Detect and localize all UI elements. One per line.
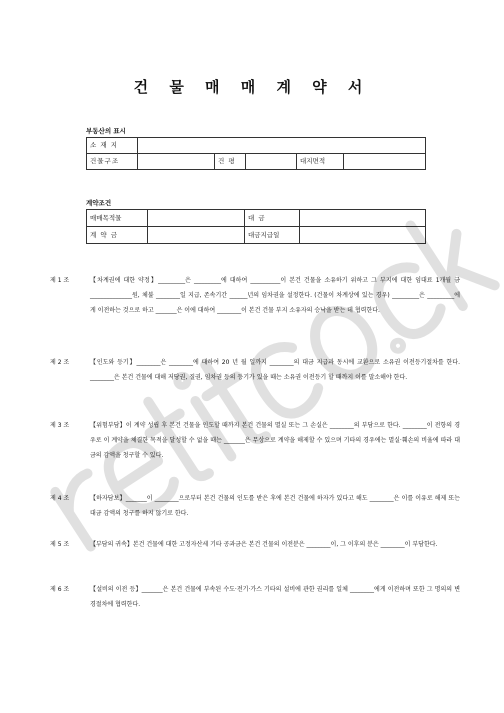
article-number: 제 2 조 — [50, 359, 70, 366]
document-title: 건 물 매 매 계 약 서 — [133, 78, 371, 96]
cell-location-value[interactable] — [138, 138, 426, 154]
article-5 — [50, 537, 460, 552]
article-text: 【부담의 귀속】본건 건물에 대한 고정자산세 기타 공과금은 본건 건물의 이전분은 ________이, 그 이후의 분은 ________이 부담한다. — [90, 541, 438, 548]
article-1 — [50, 273, 460, 318]
cell-structure-value[interactable] — [138, 154, 215, 170]
label-deposit: 계 약 금 — [87, 227, 148, 244]
article-2 — [50, 355, 460, 385]
cell-payment-date-value[interactable] — [300, 227, 426, 244]
cell-deposit-value[interactable] — [148, 227, 245, 244]
label-structure: 건물구조 — [87, 154, 138, 170]
article-number: 제 4 조 — [50, 495, 70, 502]
label-price: 대 금 — [245, 210, 300, 227]
label-floor-area: 건 평 — [215, 154, 246, 170]
article-text: 【차계권에 대한 약정】_________은 _________에 대하여 __________이 본건 건물을 소유하기 위하고 그 부지에 대한 임대료 1개월 금 ______________원, 체불 ________일 지급, 존속기간 ______년의 임차권을 설정한다. (건물이 차계상에 있는 경우) _________은 _________에게 이전하는 것으로 하고 _______은 이에 대하여 ________이 본건 건물 부지 소유자의 승낙을 받는 데 협력한다. — [90, 277, 460, 314]
article-text: 【위험부담】이 계약 성립 후 본건 건물을 인도할 때까지 본건 건물의 멸실 또는 그 손실은 ________의 부담으로 한다. ________이 전항의 경우로 이 계약을 체결한 목적을 달성할 수 없을 때는 _______은 무상으로 계약을 해제할 수 있으며 기타의 경우에는 멸실·훼손의 비율에 따라 대금의 감액을 청구할 수 있다. — [90, 422, 460, 459]
article-text: 【설비의 이전 등】_______은 본건 건물에 부속된 수도·전기·가스 기타의 설비에 관한 권리를 일체 ________에게 이전하며 또한 그 명의의 변경절차에 협력한다. — [90, 586, 460, 608]
label-payment-date: 대금지급일 — [245, 227, 300, 244]
property-table — [86, 137, 426, 170]
cell-land-area-value[interactable] — [344, 154, 426, 170]
label-sale-object: 매매목적물 — [87, 210, 148, 227]
terms-table — [86, 209, 426, 244]
label-location: 소 재 지 — [87, 138, 138, 154]
article-text: 【하자담보】_______이 ________으로부터 본건 건물의 인도를 받은 후에 본건 건물에 하자가 있다고 해도 ________은 이를 이유로 해제 또는 대금 감액의 청구를 하지 않기로 한다. — [90, 495, 460, 517]
article-6 — [50, 582, 460, 612]
article-number: 제 1 조 — [50, 277, 70, 284]
cell-floor-area-value[interactable] — [246, 154, 297, 170]
cell-sale-object-value[interactable] — [148, 210, 245, 227]
article-3 — [50, 418, 460, 463]
article-number: 제 3 조 — [50, 422, 70, 429]
label-land-area: 대지면적 — [297, 154, 344, 170]
section-heading-terms: 계약조건 — [86, 199, 112, 207]
article-text: 【인도와 등기】________은 ________에 대하여 20 년 월 일까지 ________의 대금 지급과 동시에 교환으로 소유권 이전등기절차를 한다. ________은 본건 건물에 대해 저당권, 질권, 임차권 등의 등기가 있을 때는 소유권 이전등기 할 때까지 이를 말소해야 한다. — [90, 359, 460, 381]
article-number: 제 5 조 — [50, 541, 70, 548]
article-number: 제 6 조 — [50, 586, 70, 593]
section-heading-property: 부동산의 표시 — [86, 127, 126, 135]
article-4 — [50, 491, 460, 521]
cell-price-value[interactable] — [300, 210, 426, 227]
